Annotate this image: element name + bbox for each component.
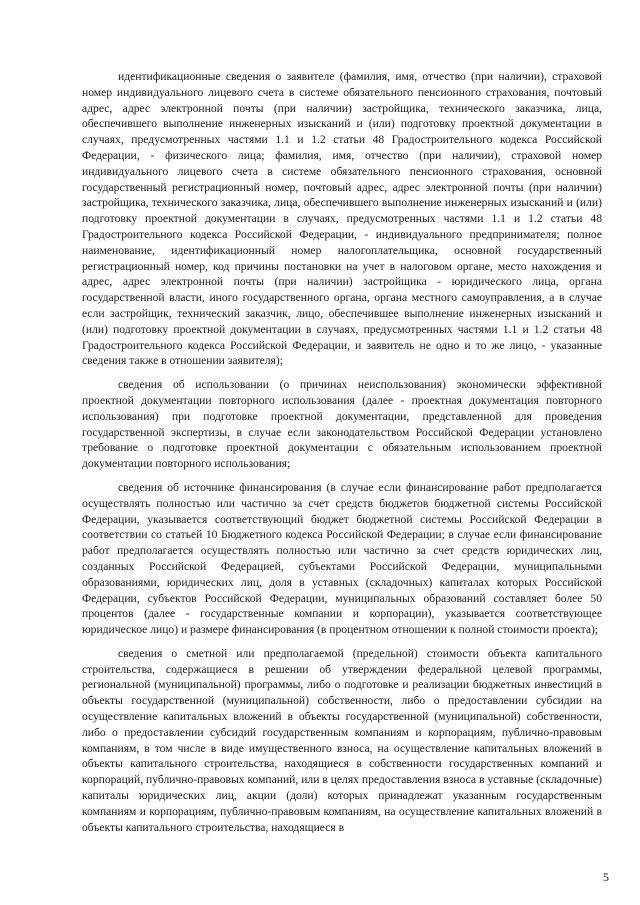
paragraph-reuse-documentation: сведения об использовании (о причинах неиспользования) экономически эффективной проектной документации повторного использования (далее - проектная документация повторного использования) при подготовке проектной документации, представленной для проведения государственной экспертизы, в случае если законодательством Российской Федерации установлено требование о подготовке проектной документации с обязательным использованием проектной документации повторного использования; [82, 378, 602, 471]
paragraph-applicant-info: идентификационные сведения о заявителе (фамилия, имя, отчество (при наличии), страховой номер индивидуального лицевого счета в системе обязательного пенсионного страхования, почтовый адрес, адрес электронной почты (при наличии) застройщика, технического заказчика, лица, обеспечившего выполнение инженерных изысканий и (или) подготовку проектной документации в случаях, предусмотренных частями 1.1 и 1.2 статьи 48 Градостроительного кодекса Российской Федерации, - физического лица; фамилия, имя, отчество (при наличии), страховой номер индивидуального лицевого счета в системе обязательного пенсионного страхования, основной государственный регистрационный номер, почтовый адрес, адрес электронной почты (при наличии) застройщика, технического заказчика, лица, обеспечившего выполнение инженерных изысканий и (или) подготовку проектной документации в случаях, предусмотренных частями 1.1 и 1.2 статьи 48 Градостроительного кодекса Российской Федерации, - индивидуального предпринимателя; полное наименование, идентификационный номер налогоплательщика, основной государственный регистрационный номер, код причины постановки на учет в налоговом органе, место нахождения и адрес, адрес электронной почты (при наличии) застройщика - юридического лица, органа государственной власти, иного государственного органа, органа местного самоуправления, а в случае если застройщик, технический заказчик, лицо, обеспечившее выполнение инженерных изысканий и (или) подготовку проектной документации в случаях, предусмотренных частями 1.1 и 1.2 статьи 48 Градостроительного кодекса Российской Федерации, и заявитель не одно и то же лицо, - указанные сведения также в отношении заявителя); [82, 70, 602, 368]
paragraph-estimated-cost: сведения о сметной или предполагаемой (предельной) стоимости объекта капитального строительства, содержащиеся в решении об утверждении федеральной целевой программы, региональной (муниципальной) программы, либо о подготовке и реализации бюджетных инвестиций в объекты государственной (муниципальной) собственности, либо о предоставлении субсидии на осуществление капитальных вложений в объекты государственной (муниципальной) собственности, либо о предоставлении субсидий государственным компаниям и корпорациям, публично-правовым компаниям, в том числе в виде имущественного взноса, на осуществление капитальных вложений в объекты капитального строительства, находящиеся в собственности государственных компаний и корпораций, публично-правовых компаний, или в целях предоставления взноса в уставные (складочные) капиталы юридических лиц, акции (доли) которых принадлежат указанным государственным компаниям и корпорациям, публично-правовым компаниям, на осуществление капитальных вложений в объекты капитального строительства, находящиеся в [82, 646, 602, 834]
page-number: 5 [603, 870, 609, 884]
document-body [82, 69, 602, 843]
paragraph-funding-source: сведения об источнике финансирования (в случае если финансирование работ предполагается осуществлять полностью или частично за счет средств бюджетов бюджетной системы Российской Федерации, указывается соответствующий бюджет бюджетной системы Российской Федерации в соответствии со статьей 10 Бюджетного кодекса Российской Федерации; в случае если финансирование работ предполагается осуществлять полностью или частично за счет средств юридических лиц, созданных Российской Федерацией, субъектами Российской Федерации, муниципальными образованиями, юридических лиц, доля в уставных (складочных) капиталах которых Российской Федерации, субъектов Российской Федерации, муниципальных образований составляет более 50 процентов (далее - государственные компании и корпорации), указывается соответствующее юридическое лицо) и размере финансирования (в процентном отношении к полной стоимости проекта); [82, 480, 602, 637]
